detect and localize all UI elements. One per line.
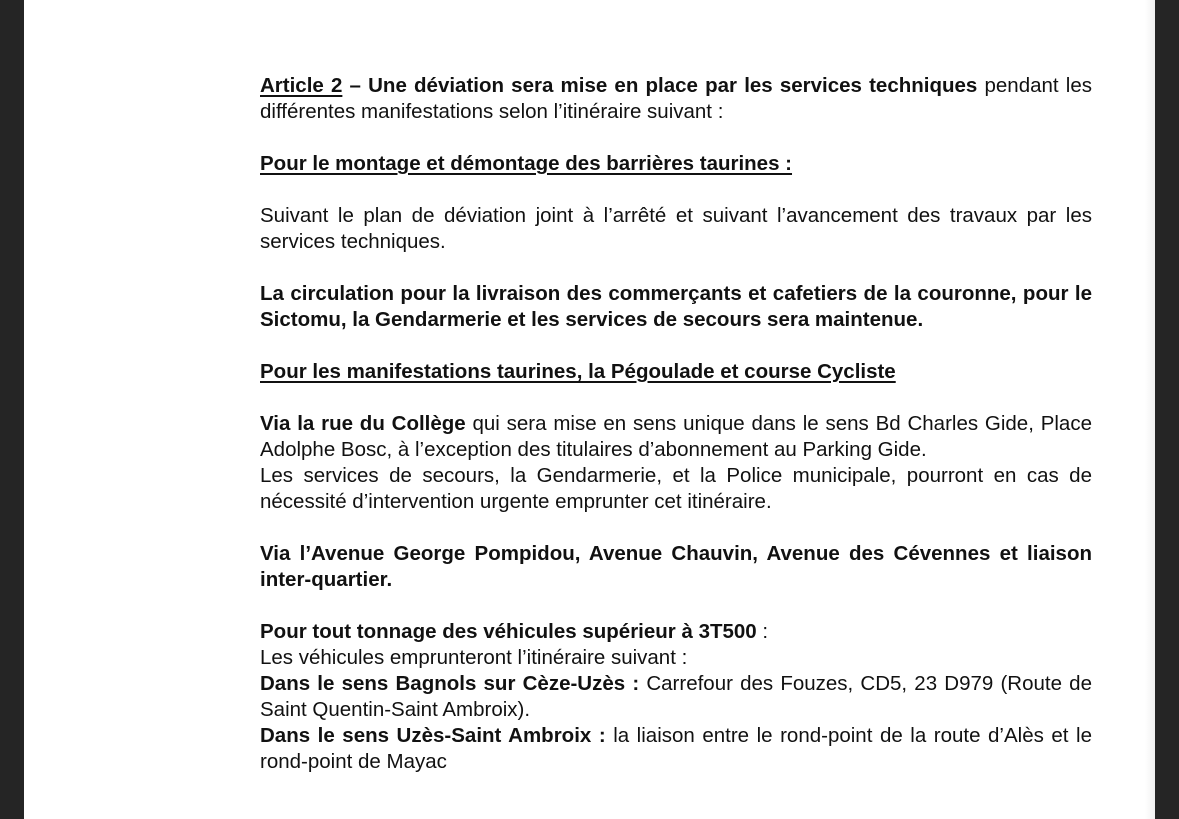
article-dash: –	[342, 74, 369, 97]
tonnage-title-colon: :	[756, 620, 769, 643]
via-college-text: qui sera mise en sens unique dans le sens Bd Charles Gide, Place Adolphe Bosc, à l’exception des titulaires d’abonnement au Parking Gide.	[260, 412, 1092, 461]
tonnage-intro: Les véhicules emprunteront l’itinéraire suivant :	[260, 646, 688, 669]
via-college-bold: Via la rue du Collège	[260, 412, 466, 435]
section-title-events: Pour les manifestations taurines, la Pégoulade et course Cycliste	[260, 360, 896, 383]
via-pompidou-paragraph: Via l’Avenue George Pompidou, Avenue Chauvin, Avenue des Cévennes et liaison inter-quartier.	[260, 542, 1092, 591]
article-label: Article 2	[260, 74, 343, 97]
viewer-left-margin	[0, 0, 24, 819]
direction-bagnols	[260, 671, 1092, 723]
direction-uzes	[260, 723, 1092, 775]
section-body-barriers: Suivant le plan de déviation joint à l’arrêté et suivant l’avancement des travaux par les services techniques.	[260, 204, 1092, 253]
section-title-barriers: Pour le montage et démontage des barrières taurines :	[260, 152, 793, 175]
tonnage-title	[260, 619, 1092, 645]
document-page[interactable]	[24, 0, 1155, 819]
via-college-paragraph	[260, 411, 1092, 463]
viewer-right-margin	[1155, 0, 1179, 819]
direction-bagnols-label: Dans le sens Bagnols sur Cèze-Uzès :	[260, 672, 640, 695]
article-heading-bold: Une déviation sera mise en place par les services techniques	[368, 74, 978, 97]
direction-uzes-text: la liaison entre le rond-point de la route d’Alès et le rond-point de Mayac	[260, 724, 1092, 773]
document-content	[260, 73, 1092, 775]
article-heading-rest: pendant les différentes manifestations selon l’itinéraire suivant :	[260, 74, 1092, 123]
circulation-notice: La circulation pour la livraison des commerçants et cafetiers de la couronne, pour le Sictomu, la Gendarmerie et les services de secours sera maintenue.	[260, 282, 1092, 331]
article-heading	[260, 73, 1092, 125]
direction-uzes-label: Dans le sens Uzès-Saint Ambroix :	[260, 724, 606, 747]
page-edge-shadow	[1145, 0, 1155, 819]
tonnage-title-bold: Pour tout tonnage des véhicules supérieur à 3T500	[260, 620, 757, 643]
emergency-paragraph: Les services de secours, la Gendarmerie, et la Police municipale, pourront en cas de nécessité d’intervention urgente emprunter cet itinéraire.	[260, 464, 1092, 513]
direction-bagnols-text: Carrefour des Fouzes, CD5, 23 D979 (Route de Saint Quentin-Saint Ambroix).	[260, 672, 1092, 721]
